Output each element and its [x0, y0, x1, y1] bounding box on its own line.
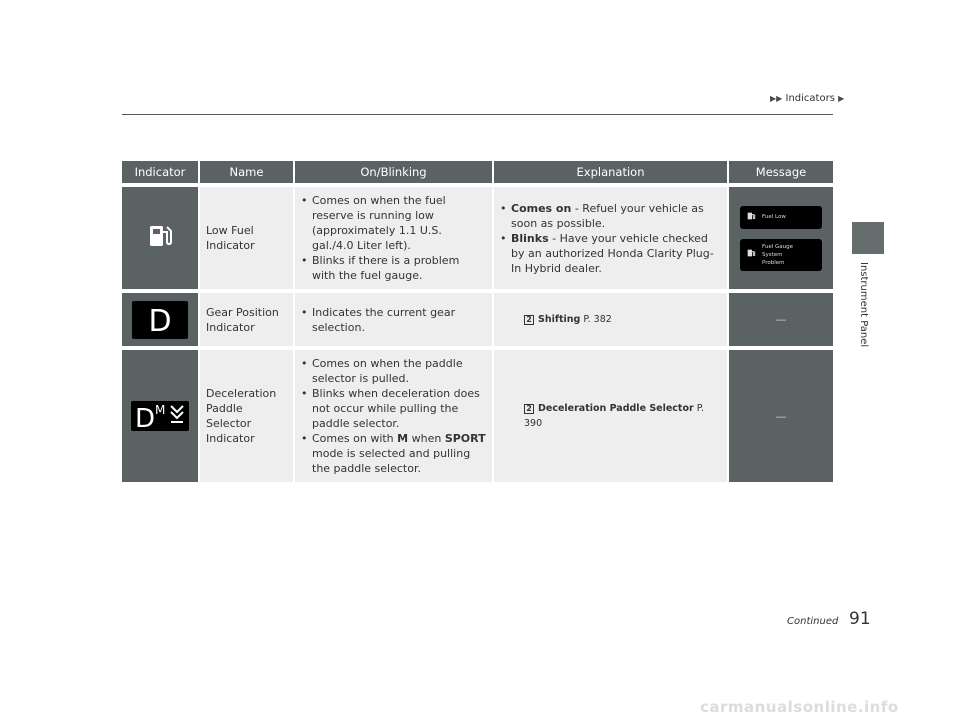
page-reference[interactable]: 2 Shifting P. 382	[500, 312, 721, 327]
list-item: • Comes on - Refuel your vehicle as soon as possible.	[500, 201, 721, 231]
column-header: Name	[200, 161, 295, 183]
message-screen	[740, 239, 822, 271]
watermark: carmanualsonline.info	[700, 698, 899, 716]
fuel-pump-icon	[145, 221, 175, 251]
list-item: • Comes on when the fuel reserve is running low (approximately 1.1 U.S. gal./4.0 Liter left).	[301, 193, 486, 253]
list-item: • Blinks - Have your vehicle checked by an authorized Honda Clarity Plug-In Hybrid dealer.	[500, 231, 721, 276]
list-item: • Indicates the current gear selection.	[301, 305, 486, 335]
table-row	[122, 293, 833, 346]
list-item: • Blinks when deceleration does not occur while pulling the paddle selector.	[301, 386, 486, 431]
gear-letter: D	[148, 303, 172, 337]
fuel-pump-icon	[740, 210, 762, 225]
continued-label: Continued	[787, 616, 839, 627]
breadcrumb-arrow-icon: ▶▶	[770, 94, 783, 103]
column-header: Explanation	[494, 161, 729, 183]
message-cell	[729, 350, 833, 482]
chapter-label: Instrument Panel	[858, 262, 869, 348]
reference-arrow-icon: 2	[524, 404, 534, 414]
indicator-icon-cell	[122, 350, 200, 482]
on-blinking-cell	[295, 187, 494, 289]
list-item: • Blinks if there is a problem with the fuel gauge.	[301, 253, 486, 283]
on-blinking-cell	[295, 350, 494, 482]
table-header-row	[122, 161, 833, 183]
page-reference[interactable]: 2 Deceleration Paddle Selector P. 390	[524, 403, 705, 429]
no-message: —	[775, 313, 787, 326]
message-text: Fuel Low	[762, 214, 786, 220]
indicator-name: Low Fuel Indicator	[200, 187, 295, 289]
indicator-name: Deceleration Paddle Selector Indicator	[200, 350, 295, 482]
indicator-icon-cell	[122, 187, 200, 289]
explanation-cell	[494, 350, 729, 482]
table-row	[122, 187, 833, 289]
deceleration-paddle-icon	[131, 401, 189, 431]
message-text: Fuel Gauge System Problem	[762, 243, 794, 266]
message-cell	[729, 187, 833, 289]
no-message: —	[775, 409, 787, 423]
breadcrumb-arrow-icon: ▶	[838, 94, 845, 103]
on-blinking-cell	[295, 293, 494, 346]
column-header: Indicator	[122, 161, 200, 183]
list-item: • Comes on when the paddle selector is pulled.	[301, 356, 486, 386]
message-cell	[729, 293, 833, 346]
gear-d-icon	[132, 301, 188, 339]
breadcrumb	[770, 93, 844, 104]
gear-letter: D	[135, 404, 156, 431]
table-row	[122, 350, 833, 482]
column-header: Message	[729, 161, 833, 183]
explanation-cell	[494, 187, 729, 289]
indicator-name: Gear Position Indicator	[200, 293, 295, 346]
list-item: • Comes on with M when SPORT mode is selected and pulling the paddle selector.	[301, 431, 486, 476]
fuel-pump-icon	[740, 247, 762, 262]
reference-arrow-icon: 2	[524, 315, 534, 325]
gear-sup-letter: M	[155, 403, 166, 417]
breadcrumb-label: Indicators	[785, 93, 835, 104]
explanation-cell	[494, 293, 729, 346]
chapter-tab	[852, 222, 884, 254]
message-screen	[740, 206, 822, 229]
page-number: 91	[849, 609, 871, 629]
header-rule	[122, 114, 833, 115]
indicator-table	[122, 157, 833, 486]
column-header: On/Blinking	[295, 161, 494, 183]
indicator-icon-cell	[122, 293, 200, 346]
